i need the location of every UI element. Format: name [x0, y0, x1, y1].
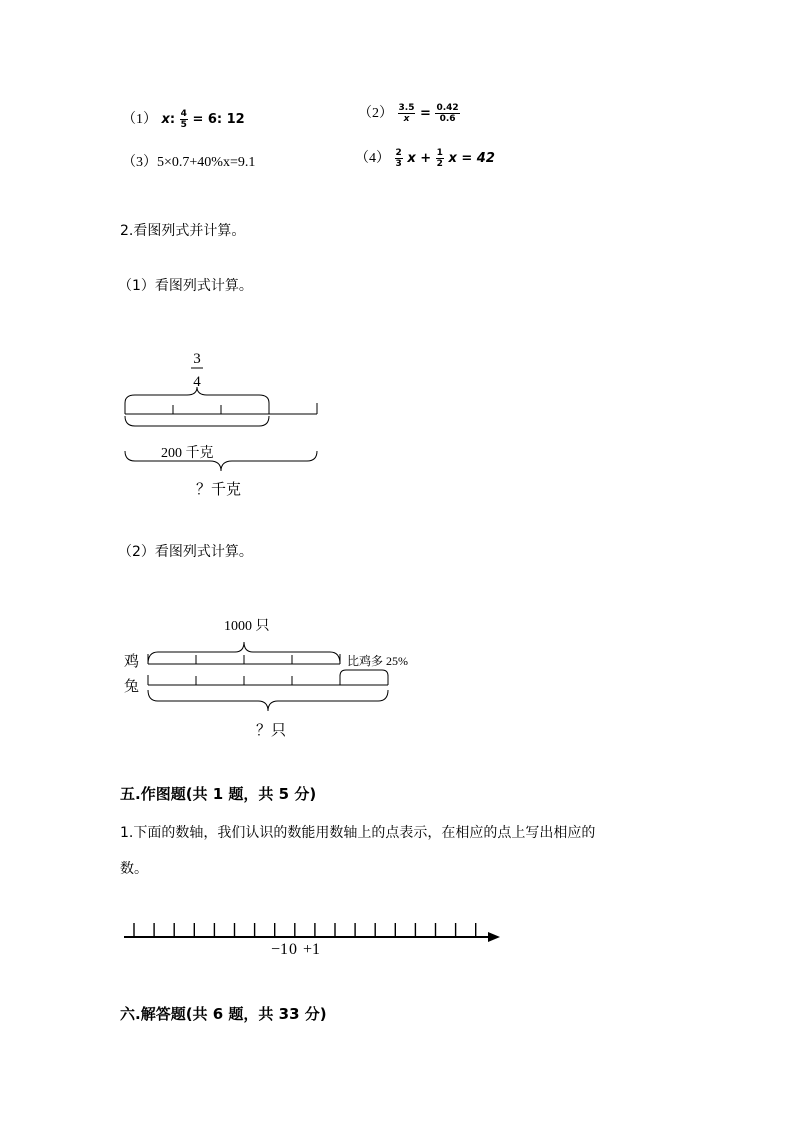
section-5-heading: 五.作图题(共 1 题，共 5 分) — [120, 785, 317, 803]
diagram-2 — [110, 610, 430, 745]
question-2-title: 2.看图列式并计算。 — [120, 223, 246, 239]
diagram-2-row2-label: 兔 — [124, 679, 140, 695]
diagram-2-more-label: 比鸡多 25% — [347, 654, 408, 668]
number-line-ticks — [134, 923, 476, 937]
arrow-icon — [488, 932, 500, 942]
diagram-2-top-label: 1000 只 — [224, 619, 270, 634]
section-5-question-line-2: 数。 — [120, 861, 148, 877]
axis-label-plus-one: +1 — [303, 941, 321, 958]
diagram-2-total-label: ？只 — [256, 723, 287, 739]
fraction: $\frac{4}{5}$ — [180, 109, 187, 130]
fraction: $\frac{1}{2}$ — [436, 148, 443, 169]
equation-index: （3） — [122, 155, 157, 170]
section-5-question-line-1: 1.下面的数轴，我们认识的数能用数轴上的点表示，在相应的点上写出相应的 — [120, 825, 596, 841]
fraction: $\frac{2}{3}$ — [395, 148, 402, 169]
diagram-1-frac-num: 3 — [193, 351, 201, 367]
fraction: $\frac{0.42}{0.6}$ — [436, 103, 459, 124]
diagram-1 — [110, 340, 340, 510]
number-line — [118, 915, 508, 965]
section-6-heading: 六.解答题(共 6 题，共 33 分) — [120, 1005, 327, 1023]
diagram-2-row1-label: 鸡 — [124, 654, 140, 670]
diagram-1-frac-den: 4 — [193, 374, 201, 390]
sub-question-1: （1）看图列式计算。 — [118, 278, 253, 294]
equation-1: （1） x: $\frac{4}{5}$ = 6: 12 — [122, 109, 245, 130]
equation-index: （4） — [355, 151, 390, 166]
sub-question-2: （2）看图列式计算。 — [118, 544, 253, 560]
equation-3: （3）5×0.7+40%x=9.1 — [122, 155, 256, 170]
diagram-1-total-label: ？千克 — [196, 482, 242, 498]
equation-index: （1） — [122, 112, 157, 127]
axis-label-zero: 0 — [289, 941, 297, 958]
fraction: $\frac{3.5}{x}$ — [398, 103, 415, 124]
axis-label-minus-one: −1 — [271, 941, 289, 958]
equation-4: （4） $\frac{2}{3}$ x + $\frac{1}{2}$ x = 42 — [355, 148, 495, 169]
equation-index: （2） — [358, 106, 393, 121]
equation-2: （2） $\frac{3.5}{x}$ = $\frac{0.42}{0.6}$ — [358, 103, 459, 124]
diagram-1-part-label: 200 千克 — [161, 446, 214, 461]
